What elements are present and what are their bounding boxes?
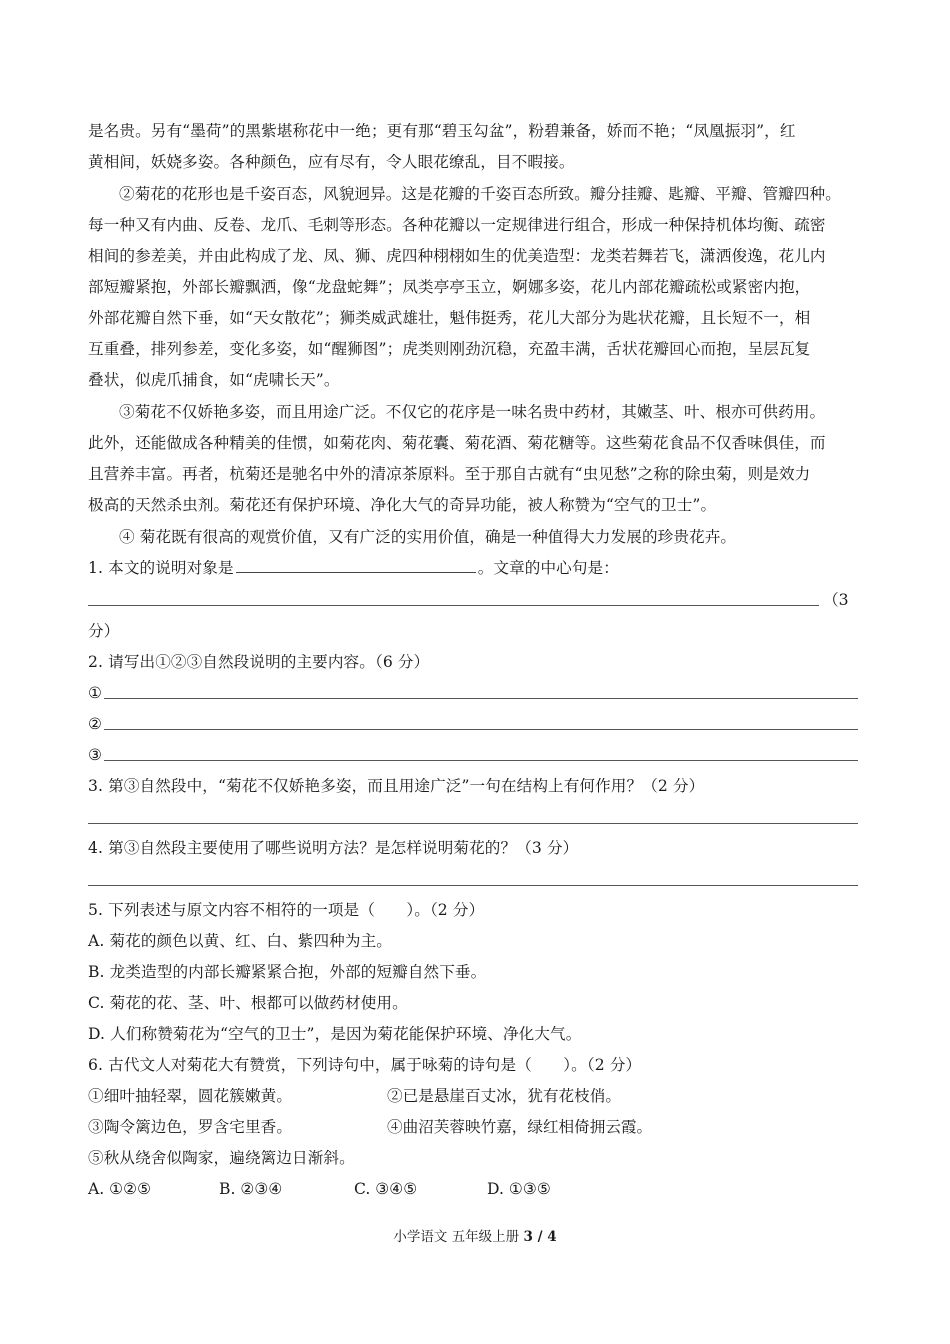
question-1-text: 1. 本文的说明对象是 — [88, 559, 234, 577]
question-5-option-d[interactable]: D. 人们称赞菊花为“空气的卫士”，是因为菊花能保护环境、净化大气。 — [88, 1025, 582, 1043]
paragraph-2-line: 相间的参差美，并由此构成了龙、凤、狮、虎四种栩栩如生的优美造型：龙类若舞若飞，潇洒俊逸，花儿内 — [88, 247, 826, 265]
question-5-option-a[interactable]: A. 菊花的颜色以黄、红、白、紫四种为主。 — [88, 932, 392, 950]
paragraph-3-line: 极高的天然杀虫剂。菊花还有保护环境、净化大气的奇异功能，被人称赞为“空气的卫士”。 — [88, 496, 717, 514]
question-2: 2. 请写出①②③自然段说明的主要内容。（6 分） — [88, 653, 430, 671]
poem-2: ②已是悬崖百丈冰，犹有花枝俏。 — [387, 1087, 621, 1105]
page-number: 3 / 4 — [523, 1229, 557, 1245]
question-1-score: （3 — [823, 591, 849, 609]
paragraph-3-line: 此外，还能做成各种精美的佳惯，如菊花肉、菊花囊、菊花酒、菊花糖等。这些菊花食品不仅香味俱佳，而 — [88, 434, 826, 452]
answer-mark-3: ③ — [88, 746, 102, 764]
question-1-score-cont: 分） — [88, 622, 120, 640]
question-1-text-b: 。文章的中心句是： — [477, 559, 619, 577]
paragraph-2-line: 互重叠，排列参差，变化多姿，如“醒狮图”；虎类则刚劲沉稳，充盈丰满，舌状花瓣回心而抱，呈层瓦复 — [88, 340, 811, 358]
question-5: 5. 下列表述与原文内容不相符的一项是（ ）。（2 分） — [88, 901, 485, 919]
poem-5: ⑤秋从绕舍似陶家，遍绕篱边日渐斜。 — [88, 1149, 355, 1167]
footer-text: 小学语文 五年级上册 — [393, 1229, 524, 1245]
question-4: 4. 第③自然段主要使用了哪些说明方法？是怎样说明菊花的？（3 分） — [88, 839, 579, 857]
answer-line-1[interactable] — [104, 698, 858, 699]
paragraph-2-line: 叠状，似虎爪捕食，如“虎啸长天”。 — [88, 371, 340, 389]
question-6-option-a[interactable]: A. ①②⑤ — [88, 1180, 152, 1198]
paragraph-2-line: 外部花瓣自然下垂，如“天女散花”；狮类威武雄壮，魁伟挺秀，花儿大部分为匙状花瓣，且长短不一，相 — [88, 309, 811, 327]
question-5-option-b[interactable]: B. 龙类造型的内部长瓣紧紧合抱，外部的短瓣自然下垂。 — [88, 963, 487, 981]
question-6-option-b[interactable]: B. ②③④ — [219, 1180, 283, 1198]
answer-line-3[interactable] — [104, 760, 858, 761]
passage-line: 黄相间，妖娆多姿。各种颜色，应有尽有，令人眼花缭乱，目不暇接。 — [88, 153, 575, 171]
paragraph-3-line: ③菊花不仅娇艳多姿，而且用途广泛。不仅它的花序是一味名贵中药材，其嫩茎、叶、根亦可供药用。 — [119, 403, 826, 421]
question-1 — [88, 558, 858, 578]
poem-1: ①细叶抽轻翠，圆花簇嫩黄。 — [88, 1087, 293, 1105]
answer-blank-object[interactable] — [236, 558, 476, 573]
answer-line-center-sentence[interactable] — [88, 605, 819, 606]
paragraph-4: ④ 菊花既有很高的观赏价值，又有广泛的实用价值，确是一种值得大力发展的珍贵花卉。 — [119, 528, 737, 546]
poem-3: ③陶令篱边色，罗含宅里香。 — [88, 1118, 293, 1136]
page-footer — [0, 1228, 950, 1246]
paragraph-3-line: 且营养丰富。再者，杭菊还是驰名中外的清凉茶原料。至于那自古就有“虫见愁”之称的除虫菊，则是效力 — [88, 465, 811, 483]
question-6: 6. 古代文人对菊花大有赞赏，下列诗句中，属于咏菊的诗句是（ ）。（2 分） — [88, 1056, 642, 1074]
answer-mark-1: ① — [88, 684, 102, 702]
paragraph-2-line: ②菊花的花形也是千姿百态，风貌迥异。这是花瓣的千姿百态所致。瓣分挂瓣、匙瓣、平瓣、管瓣四种。 — [119, 185, 841, 203]
question-6-option-c[interactable]: C. ③④⑤ — [354, 1180, 418, 1198]
poem-4: ④曲沼芙蓉映竹嘉，绿红相倚拥云霞。 — [387, 1118, 653, 1136]
question-3: 3. 第③自然段中，“菊花不仅娇艳多姿，而且用途广泛”一句在结构上有何作用？（2 分） — [88, 777, 705, 795]
question-6-option-d[interactable]: D. ①③⑤ — [487, 1180, 551, 1198]
passage-line: 是名贵。另有“墨荷”的黑紫堪称花中一绝；更有那“碧玉勾盆”，粉碧兼备，娇而不艳；“凤凰振羽”，红 — [88, 122, 796, 140]
answer-line-q3[interactable] — [88, 823, 858, 824]
answer-mark-2: ② — [88, 715, 102, 733]
answer-line-2[interactable] — [104, 729, 858, 730]
paragraph-2-line: 部短瓣紧抱，外部长瓣飘洒，像“龙盘蛇舞”；凤类亭亭玉立，婀娜多姿，花儿内部花瓣疏松或紧密内抱， — [88, 278, 811, 296]
paragraph-2-line: 每一种又有内曲、反卷、龙爪、毛刺等形态。各种花瓣以一定规律进行组合，形成一种保持机体均衡、疏密 — [88, 216, 826, 234]
answer-line-q4[interactable] — [88, 885, 858, 886]
question-5-option-c[interactable]: C. 菊花的花、茎、叶、根都可以做药材使用。 — [88, 994, 408, 1012]
